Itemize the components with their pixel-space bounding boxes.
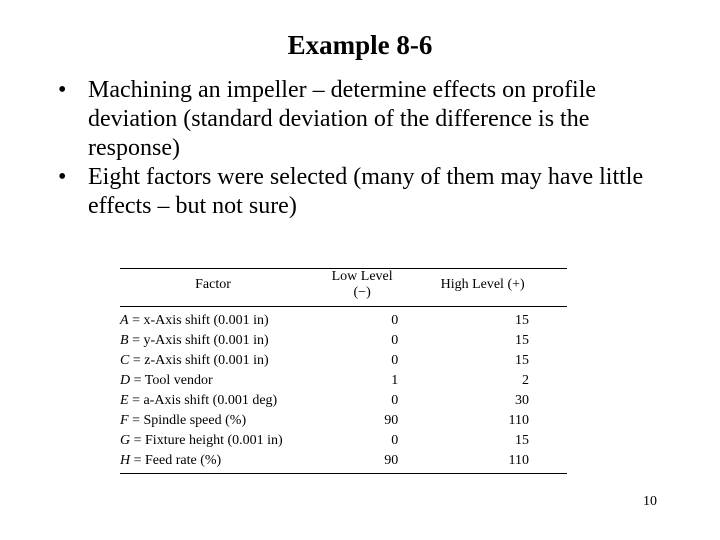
high-level-cell: 15 (515, 333, 529, 348)
factor-table (120, 268, 567, 474)
factor-description: = Feed rate (%) (133, 453, 222, 468)
factor-cell (120, 391, 326, 411)
high-level-cell: 15 (515, 353, 529, 368)
low-level-cell: 0 (391, 393, 399, 408)
bullet-item (58, 163, 668, 221)
factor-cell (120, 331, 326, 351)
high-level-cell: 110 (508, 413, 529, 428)
factor-description: = Fixture height (0.001 in) (133, 433, 283, 448)
low-level-cell: 90 (326, 451, 398, 474)
high-level-cell: 2 (522, 373, 529, 388)
table-row (120, 431, 567, 451)
factor-letter: F (120, 413, 129, 428)
factor-letter: H (120, 453, 131, 468)
low-level-cell: 0 (391, 353, 399, 368)
header-factor: Factor (120, 269, 326, 307)
factor-letter: G (120, 433, 131, 448)
high-level-cell: 15 (515, 313, 529, 328)
factor-letter: B (120, 333, 129, 348)
bullet-text: Machining an impeller – determine effects on profile deviation (standard deviation of the difference is the response) (88, 77, 597, 161)
factor-cell (120, 411, 326, 431)
table-row (120, 351, 567, 371)
page-number: 10 (643, 494, 657, 509)
factor-letter: A (120, 313, 129, 328)
bullet-list (58, 76, 668, 221)
high-level-cell: 30 (515, 393, 529, 408)
low-level-cell: 0 (391, 313, 399, 328)
high-level-cell: 15 (515, 433, 529, 448)
low-level-cell: 1 (391, 373, 399, 388)
factor-description: = Spindle speed (%) (132, 413, 247, 428)
factor-letter: E (120, 393, 129, 408)
table-row (120, 307, 567, 332)
factor-letter: D (120, 373, 131, 388)
factor-description: = x-Axis shift (0.001 in) (132, 313, 269, 328)
low-level-cell: 90 (384, 413, 399, 428)
table-row (120, 371, 567, 391)
factor-cell (120, 371, 326, 391)
table-header-row (120, 269, 567, 307)
factor-description: = Tool vendor (133, 373, 213, 388)
table-row (120, 411, 567, 431)
bullet-dot-icon: • (58, 164, 67, 190)
factor-description: = a-Axis shift (0.001 deg) (132, 393, 278, 408)
header-high-level: High Level (+) (398, 269, 567, 307)
slide-title: Example 8-6 (287, 30, 433, 60)
factor-cell (120, 307, 326, 332)
factor-description: = z-Axis shift (0.001 in) (132, 353, 269, 368)
table-row (120, 391, 567, 411)
factor-letter: C (120, 353, 130, 368)
bullet-text: Eight factors were selected (many of them may have little effects – but not sure) (88, 164, 644, 219)
factor-cell (120, 431, 326, 451)
low-level-cell: 0 (391, 333, 399, 348)
factor-cell (120, 351, 326, 371)
table-row (120, 331, 567, 351)
bullet-dot-icon: • (58, 77, 67, 103)
factor-description: = y-Axis shift (0.001 in) (132, 333, 269, 348)
low-level-cell: 0 (391, 433, 399, 448)
table-row (120, 451, 567, 474)
header-low-level: Low Level (−) (326, 269, 398, 307)
factor-cell (120, 451, 326, 474)
bullet-item (58, 76, 668, 163)
high-level-cell: 110 (398, 451, 567, 474)
